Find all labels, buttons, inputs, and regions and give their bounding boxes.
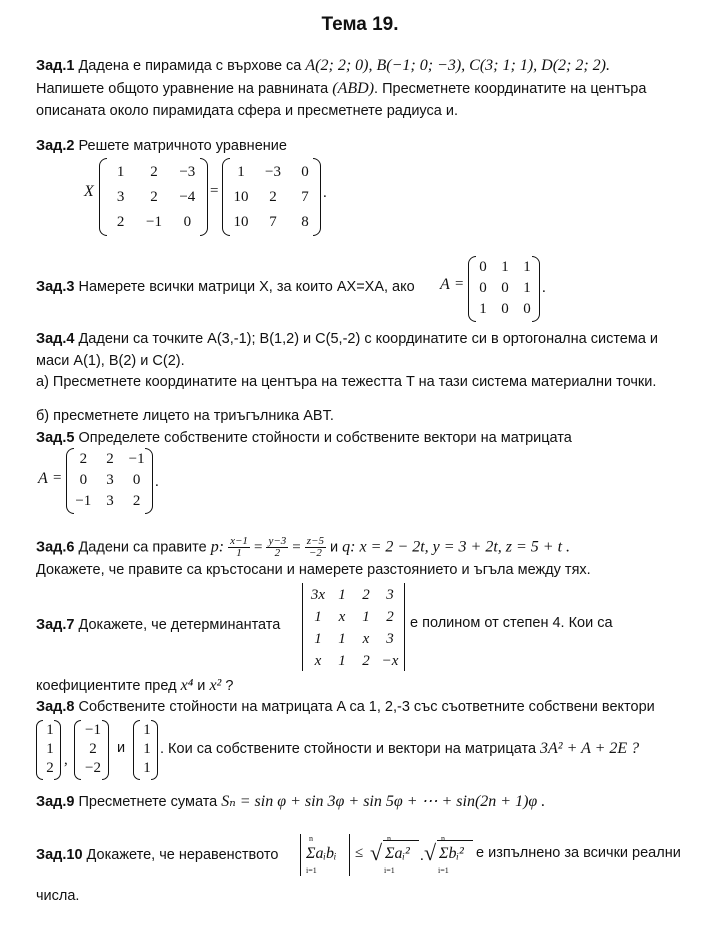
matrix-cell: 10 [233, 214, 249, 230]
fraction-z: $\frac{z-5}{-2}$ [306, 535, 324, 559]
matrix-cell: 1 [501, 259, 509, 275]
matrix-x: X [84, 183, 94, 200]
matrix-cell: 0 [501, 301, 509, 317]
matrix-cell: 1 [46, 722, 54, 738]
matrix-cell: 2 [150, 189, 158, 205]
task-4-line-4: б) пресметнете лицето на триъгълника ABT. [36, 408, 334, 424]
matrix-cell: 2 [132, 493, 141, 509]
matrix-cell: 2 [106, 451, 114, 467]
task-7-determinant [306, 584, 402, 672]
task-4-line-2: маси A(1), B(2) и C(2). [36, 353, 185, 369]
matrix-cell: 2 [386, 608, 394, 625]
matrix-cell: x [314, 652, 322, 669]
task-2-matrix-right [225, 160, 321, 235]
matrix-cell: 3 [106, 472, 114, 488]
matrix-cell: 3 [386, 586, 394, 603]
page-title: Тема 19. [321, 14, 399, 35]
task-1-line-3: описаната около пирамидата сфера и пресметнете радиуса и. [36, 103, 458, 119]
matrix-cell: 7 [301, 189, 309, 205]
task-5-line: Зад.5 Определете собствените стойности и собствените вектори на матрицата [36, 430, 572, 446]
matrix-cell: −1 [128, 451, 145, 467]
task-5-matrix [70, 449, 150, 512]
matrix-cell: 1 [523, 259, 531, 275]
matrix-cell: 0 [479, 259, 487, 275]
task-4-line-1: Зад.4 Дадени са точките A(3,-1); B(1,2) и C(5,-2) с координатите си в ортогонална система и [36, 331, 659, 347]
matrix-cell: 3 [116, 189, 125, 205]
matrix-cell: 1 [523, 280, 531, 296]
task-9-line: Зад.9 Пресметнете сумата Sₙ = sin φ + sin 3φ + sin 5φ + ⋯ + sin(2n + 1)φ . [36, 793, 546, 810]
task-7-line-2: коефициентите пред x⁴ и x² ? [36, 677, 234, 694]
sum-a-squared: Σaᵢ² [385, 845, 410, 862]
task-1-line-1: Зад.1 Дадена е пирамида с върхове са A(2; 2; 0), B(−1; 0; −3), C(3; 1; 1), D(2; 2; 2). [36, 57, 611, 74]
line-q: q: x = 2 − 2t, y = 3 + 2t, z = 5 + t . [342, 538, 571, 556]
fraction-x: $\frac{x-1}{1}$ [230, 535, 248, 559]
matrix-cell: 0 [523, 301, 531, 317]
task-2-line-1: Зад.2 Решете матричното уравнение [36, 138, 287, 154]
matrix-cell: −1 [75, 493, 92, 509]
task-3-matrix [472, 257, 538, 320]
matrix-cell: 1 [362, 608, 370, 625]
matrix-cell: 8 [301, 214, 309, 230]
task-8-line: Зад.8 Собствените стойности на матрицата A са 1, 2,-3 със съответните собствени вектори [36, 699, 655, 715]
matrix-cell: 2 [269, 189, 277, 205]
matrix-cell: −3 [179, 164, 196, 180]
task-1-label: Зад.1 [36, 58, 75, 74]
matrix-cell: 1 [116, 164, 125, 180]
task-6-line-2: Докажете, че правите са кръстосани и намерете разстоянието и ъгъла между тях. [36, 562, 591, 578]
matrix-cell: −x [381, 652, 399, 669]
task-6-label: Зад.6 [36, 539, 75, 556]
matrix-cell: 2 [116, 214, 125, 230]
matrix-cell: −2 [85, 760, 101, 776]
matrix-cell: 1 [479, 301, 487, 317]
task-10-label: Зад.10 [36, 847, 83, 863]
matrix-cell: −4 [179, 189, 196, 205]
task-4-label: Зад.4 [36, 331, 75, 347]
task-7-label: Зад.7 [36, 617, 75, 633]
matrix-cell: 3x [310, 586, 326, 603]
task-9-label: Зад.9 [36, 794, 75, 810]
matrix-cell: −1 [85, 722, 101, 738]
task-1-line-2: Напишете общото уравнение на равнината (ABD). Пресметнете координатите на центъра [36, 80, 647, 97]
matrix-cell: 0 [183, 214, 192, 230]
matrix-cell: 2 [89, 741, 97, 757]
fraction-y: $\frac{y-3}{2}$ [268, 535, 287, 559]
matrix-cell: x [338, 608, 346, 625]
matrix-cell: 1 [143, 722, 151, 738]
matrix-cell: 1 [46, 741, 54, 757]
matrix-cell: 0 [301, 164, 309, 180]
matrix-cell: 2 [79, 451, 88, 467]
matrix-cell: 1 [237, 164, 245, 180]
task-10-line-2: числа. [36, 888, 80, 904]
matrix-cell: 2 [46, 760, 54, 776]
sum-expression: Sₙ = sin φ + sin 3φ + sin 5φ + ⋯ + sin(2n + 1)φ . [221, 793, 546, 810]
matrix-cell: 1 [314, 630, 322, 647]
document-page: Тема 19. Зад.1 Дадена е пирамида с върхове са A(2; 2; 0), B(−1; 0; −3), C(3; 1; 1), D(2; 2; 2). Напишете общото уравнение на равнината (ABD). Пресметнете координатите на центъра описаната около пирамидата сфера и пресметнете радиуса и. Зад.2 Решете матричното уравнение X 1 2 −3 3 2 −4 2 −1 0 = 1 −3 0 10 2 7 10 7 8 . Зад.3 Намерете всички матрици X, за които AX=XA, ако A = 0 1 1 0 0 1 1 0 0 . Зад.4 Дадени са точките A(3,-1); B(1,2) и C(5,-2) с координатите си в ортогонална система и маси A(1), B(2) и C(2). а) Пресметнете координатите на центъра на тежестта T на тази система материални точки. б) пресметнете лицето на триъгълника ABT. Зад.5 Определете собствените стойности и собствените вектори на матрицата A = 2 2 −1 0 3 0 −1 3 2 . Зад.6 Дадени са правите p: $\frac{x-1}{1}$ = $\frac{y-3}{2}$ = $\frac{z-5}{-2}$ и q: x = 2 − 2t, y = 3 + 2t, z = 5 + t . Докажете, че правите са кръстосани и намерете разстоянието и ъгъла между тях. Зад.7 Докажете, че детерминантата 3x 1 2 3 1 x 1 2 1 1 x 3 x 1 2 −x е полином от степен 4. Кои са коефициентите пред x⁴ и x² ? Зад.8 Собствените стойности на матрицата A са 1, 2,-3 със съответните собствени вектори 1 1 2 , −1 2 −2 и 1 1 1 . Кои са собствените стойности и вектори на матрицата 3A² + A + 2E ? Зад.9 Пресметнете сумата Sₙ = sin φ + sin 3φ + sin 5φ + ⋯ + sin(2n + 1)φ . Зад.10 Докажете, че неравенството Σaᵢbᵢ n i=1 ≤ √ Σaᵢ² n i=1 . √ Σbᵢ² n i=1 е изпълнено за всички реални числа. [0, 0, 720, 939]
matrix-cell: 3 [386, 630, 394, 647]
matrix-cell: 3 [106, 493, 114, 509]
matrix-cell: 1 [338, 652, 346, 669]
matrix-expression: 3A² + A + 2E ? [540, 740, 640, 757]
task-3-line: Зад.3 Намерете всички матрици X, за които AX=XA, ако [36, 279, 415, 295]
matrix-cell: 10 [233, 189, 249, 205]
task-7-line: Зад.7 Докажете, че детерминантата [36, 617, 281, 633]
matrix-cell: −3 [265, 164, 281, 180]
matrix-cell: 1 [338, 630, 346, 647]
task-8-label: Зад.8 [36, 699, 75, 715]
matrix-cell: 0 [479, 280, 487, 296]
task-2-matrix-left [104, 160, 204, 235]
matrix-cell: 1 [314, 608, 322, 625]
task-5-label: Зад.5 [36, 430, 75, 446]
matrix-cell: 1 [338, 586, 346, 603]
matrix-cell: −1 [146, 214, 162, 230]
task-10-line: Зад.10 Докажете, че неравенството [36, 847, 279, 863]
task-6-line-1: Зад.6 Дадени са правите p: $\frac{x-1}{1}$ = $\frac{y-3}{2}$ = $\frac{z-5}{-2}$ и q: x = 2 − 2t, y = 3 + 2t, z = 5 + t . [36, 535, 571, 559]
sum-b-squared: Σbᵢ² [439, 845, 464, 862]
matrix-cell: 2 [362, 586, 370, 603]
task-4-line-3: а) Пресметнете координатите на центъра на тежестта T на тази система материални точки. [36, 374, 657, 390]
pyramid-points: A(2; 2; 0), B(−1; 0; −3), C(3; 1; 1), D(2; 2; 2). [305, 57, 611, 74]
matrix-cell: 7 [269, 214, 277, 230]
sum-ab: Σaᵢbᵢ [306, 845, 337, 862]
matrix-cell: 2 [362, 652, 370, 669]
matrix-cell: 0 [132, 472, 141, 488]
matrix-cell: 1 [143, 741, 151, 757]
matrix-cell: 1 [143, 760, 151, 776]
task-3-label: Зад.3 [36, 279, 75, 295]
task-2-label: Зад.2 [36, 138, 75, 154]
matrix-cell: 0 [501, 280, 509, 296]
matrix-cell: 0 [79, 472, 88, 488]
matrix-cell: x [362, 630, 370, 647]
matrix-cell: 2 [150, 164, 158, 180]
